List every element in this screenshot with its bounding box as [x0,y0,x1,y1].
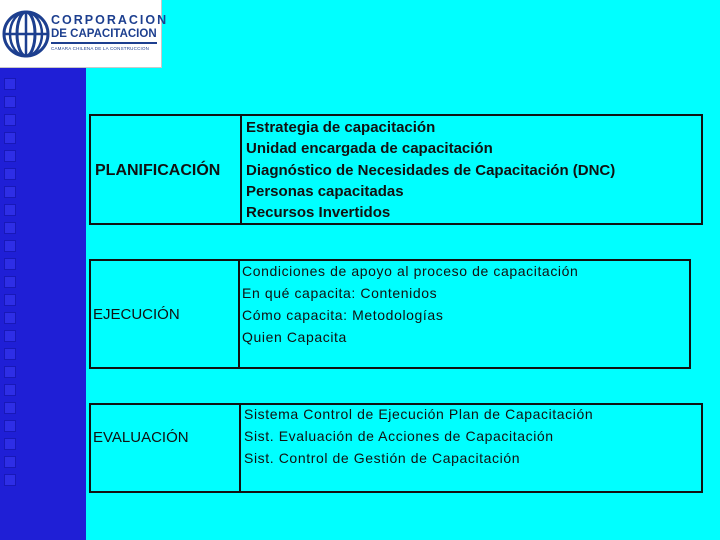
decor-square [4,348,16,360]
row-label: EVALUACIÓN [93,429,189,446]
evaluacion-row [89,403,703,493]
decor-square [4,384,16,396]
row-item: Sist. Control de Gestión de Capacitación [244,450,521,466]
decor-square [4,186,16,198]
decor-square [4,222,16,234]
row-item: Quien Capacita [242,329,347,345]
decor-square [4,402,16,414]
decor-square [4,78,16,90]
decor-square [4,456,16,468]
decor-square [4,168,16,180]
decor-square [4,330,16,342]
row-label-cell [91,116,240,223]
row-item: Diagnóstico de Necesidades de Capacitación (DNC) [246,162,616,179]
decor-square [4,240,16,252]
row-item: Sist. Evaluación de Acciones de Capacitación [244,428,554,444]
row-item: Personas capacitadas [246,183,404,200]
decor-square [4,276,16,288]
row-label: EJECUCIÓN [93,306,180,323]
logo-title: CORPORACION [51,13,169,27]
decor-square [4,150,16,162]
logo-divider [51,42,157,44]
decor-square [4,438,16,450]
decor-square [4,294,16,306]
globe-logo-icon [2,3,50,65]
decor-square [4,258,16,270]
row-label: PLANIFICACIÓN [95,162,221,179]
decor-square [4,132,16,144]
row-items-cell [240,116,701,223]
ejecucion-row [89,259,691,369]
decor-square [4,114,16,126]
decor-square [4,312,16,324]
planificacion-row [89,114,703,225]
company-logo [0,0,169,68]
decor-square [4,204,16,216]
row-item: Unidad encargada de capacitación [246,140,493,157]
row-label-cell [91,261,238,367]
row-label-cell [91,405,239,491]
row-item: Cómo capacita: Metodologías [242,307,444,323]
decor-square [4,96,16,108]
logo-subtitle: DE CAPACITACION [51,28,157,40]
row-item: Recursos Invertidos [246,204,391,221]
row-item: Condiciones de apoyo al proceso de capacitación [242,263,579,279]
decor-square [4,474,16,486]
row-items-cell [239,405,701,491]
row-item: Estrategia de capacitación [246,119,436,136]
row-item: En qué capacita: Contenidos [242,285,438,301]
sidebar-squares [4,78,16,486]
decor-square [4,420,16,432]
row-item: Sistema Control de Ejecución Plan de Capacitación [244,406,594,422]
decor-square [4,366,16,378]
row-items-cell [238,261,689,367]
logo-tagline: CAMARA CHILENA DE LA CONSTRUCCION [51,46,150,51]
sidebar [0,0,86,540]
